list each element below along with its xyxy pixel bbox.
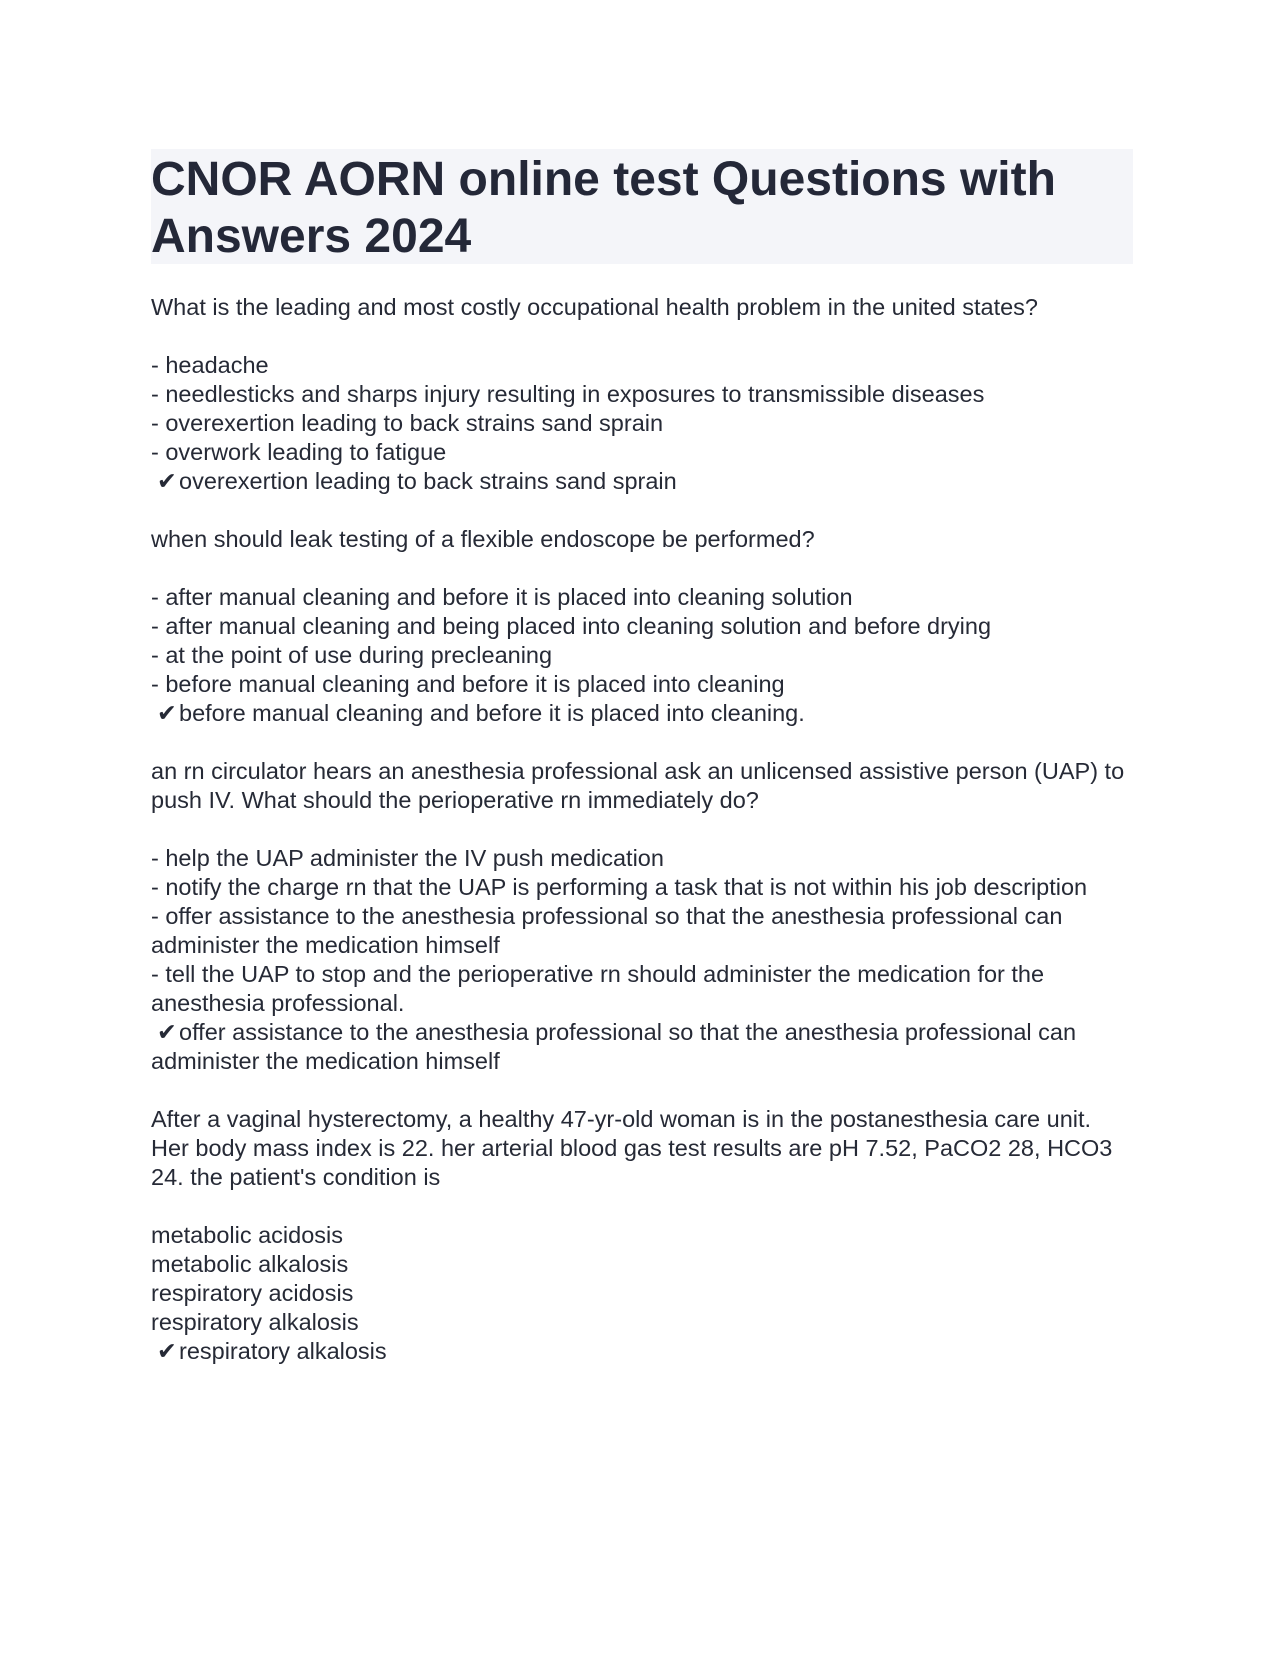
answer-line: [151, 1337, 1133, 1366]
check-mark-icon: ✔: [157, 1019, 177, 1045]
answer-text: respiratory alkalosis: [179, 1338, 387, 1364]
question-text: After a vaginal hysterectomy, a healthy 47-yr-old woman is in the postanesthesia care unit. Her body mass index is 22. her arterial blood gas test results are pH 7.52, PaCO2 28, HCO3 24. the patient's condition is: [151, 1106, 1119, 1190]
check-mark-icon: ✔: [157, 1338, 177, 1364]
option-text: - before manual cleaning and before it is placed into cleaning: [151, 671, 785, 697]
option-text: - tell the UAP to stop and the perioperative rn should administer the medication for the anesthesia professional.: [151, 961, 1051, 1016]
qa-item-1: [151, 293, 1133, 496]
option-text: - after manual cleaning and before it is placed into cleaning solution: [151, 584, 853, 610]
document-title: CNOR AORN online test Questions with Answers 2024: [151, 153, 1056, 263]
option-text: respiratory alkalosis: [151, 1309, 359, 1335]
answer-text: before manual cleaning and before it is placed into cleaning.: [179, 700, 805, 726]
option-text: - help the UAP administer the IV push medication: [151, 845, 664, 871]
question-text: when should leak testing of a flexible endoscope be performed?: [151, 526, 815, 552]
answer-text: offer assistance to the anesthesia professional so that the anesthesia professional can administer the medication himself: [151, 1019, 1083, 1074]
option-text: - overwork leading to fatigue: [151, 439, 447, 465]
option-text: respiratory acidosis: [151, 1280, 354, 1306]
answer-line: [151, 467, 1133, 496]
qa-item-3: [151, 757, 1133, 1076]
check-mark-icon: ✔: [157, 700, 177, 726]
option-text: - overexertion leading to back strains sand sprain: [151, 410, 664, 436]
qa-list: [151, 293, 1133, 1366]
check-mark-icon: ✔: [157, 468, 177, 494]
option-text: - offer assistance to the anesthesia professional so that the anesthesia professional can administer the medication himself: [151, 903, 1069, 958]
qa-item-2: [151, 525, 1133, 728]
qa-item-4: [151, 1105, 1133, 1366]
option-text: - after manual cleaning and being placed into cleaning solution and before drying: [151, 613, 992, 639]
answer-line: [151, 699, 1133, 728]
question-text: What is the leading and most costly occupational health problem in the united states?: [151, 294, 1038, 320]
answer-text: overexertion leading to back strains sand sprain: [179, 468, 677, 494]
option-text: - needlesticks and sharps injury resulting in exposures to transmissible diseases: [151, 381, 985, 407]
option-text: metabolic alkalosis: [151, 1251, 349, 1277]
option-text: - at the point of use during precleaning: [151, 642, 553, 668]
answer-line: [151, 1018, 1133, 1076]
title-block: [151, 149, 1133, 264]
option-text: - notify the charge rn that the UAP is performing a task that is not within his job description: [151, 874, 1088, 900]
question-text: an rn circulator hears an anesthesia professional ask an unlicensed assistive person (UAP) to push IV. What should the perioperative rn immediately do?: [151, 758, 1131, 813]
option-text: - headache: [151, 352, 269, 378]
option-text: metabolic acidosis: [151, 1222, 344, 1248]
document-page: [151, 149, 1133, 1395]
